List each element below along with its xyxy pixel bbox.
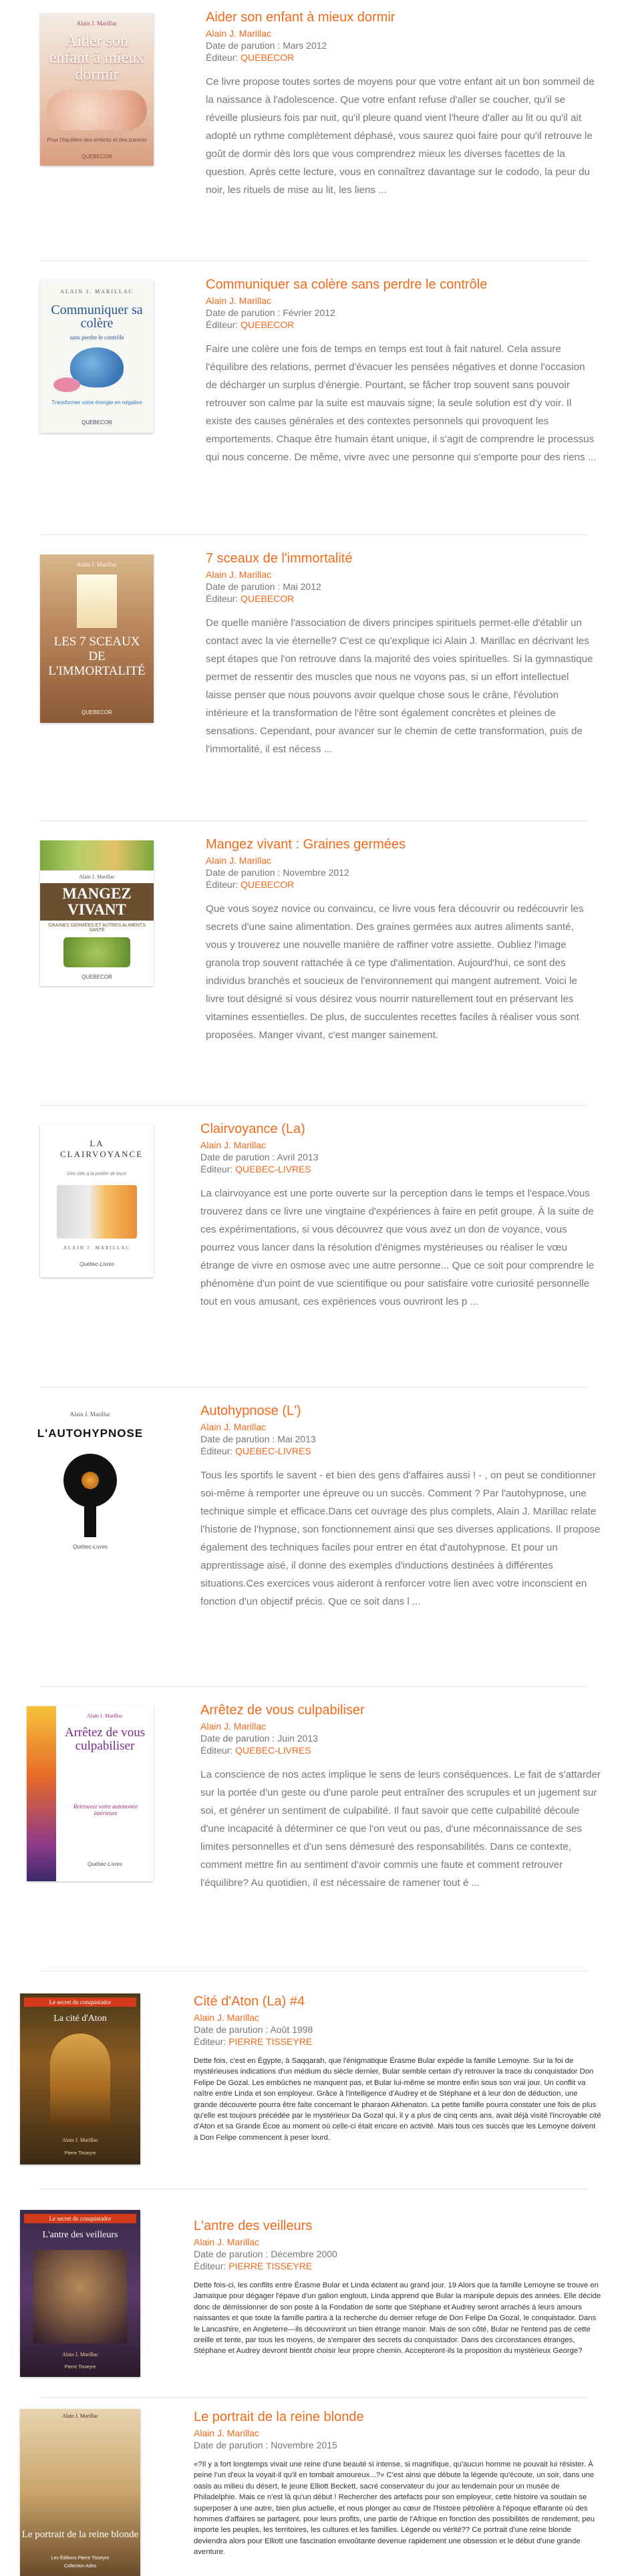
book-entry [0, 1394, 624, 1661]
book-cover[interactable] [40, 281, 154, 433]
cover-author: Alain J. Marillac [76, 561, 118, 568]
cover-title: LES 7 SCEAUX DE L'IMMORTALITÉ [48, 635, 146, 678]
publisher-link[interactable]: QUEBEC-LIVRES [235, 1446, 311, 1456]
book-title[interactable]: Aider son enfant à mieux dormir [206, 10, 396, 25]
cover-author: Alain J. Marillac [62, 2137, 98, 2143]
book-cover[interactable] [20, 1993, 140, 2164]
publisher-link[interactable]: PIERRE TISSEYRE [228, 2261, 313, 2271]
publisher: Éditeur: QUEBEC-LIVRES [200, 1745, 311, 1756]
face-illustration [57, 1185, 137, 1239]
book-author[interactable]: Alain J. Marillac [206, 569, 272, 580]
book-cover[interactable] [40, 13, 154, 166]
book-cover[interactable] [40, 840, 154, 986]
book-author[interactable]: Alain J. Marillac [194, 2012, 260, 2023]
book-cover[interactable] [27, 1407, 154, 1567]
book-author[interactable]: Alain J. Marillac [206, 855, 272, 866]
publication-date: Date de parution : Avril 2013 [200, 1152, 319, 1162]
publisher: Éditeur: QUEBECOR [206, 52, 295, 63]
cover-tagline: Transformer votre énergie en négative [51, 399, 142, 406]
book-description: De quelle manière l'association de divers principes spirituels permet-elle d'établir un contact avec la vie éternelle? C'est ce qu'explique ici Alain J. Marillac en décrivant les sept étapes que l'on retrouve dans la majorité des voies spirituelles. Si la gymnastique permet de ressentir des muscles que nous ne voyons pas, si un effort intellectuel laisse penser que nous pouvons avoir quelque chose sous le crâne, l'évolution intérieure et la transformation de l'être sont également concrètes et pleines de sensations. Cependant, pour avancer sur le chemin de cette transformation, puis de l'immortalité, il est nécess ... [206, 617, 593, 755]
publisher: Éditeur: QUEBECOR [206, 593, 295, 604]
cover-publisher: Pierre Tisseyre [64, 2151, 96, 2156]
book-description: La clairvoyance est une porte ouverte sur la perception dans le temps et l'espace.Vous trouverez dans ce livre une vingtaine d'expériences à faire en petit groupe. À la suite de ces expérimentations, si vous découvrez que vous avez un don de voyance, vous pourrez vous lancer dans la résolution d'énigmes mystérieuses ou réaliser le vœu étrange de vivre en osmose avec une autre personne... Que ce soit pour comprendre le phénomène d'un point de vue scientifique ou pour satisfaire votre curiosité personnelle tout en vous amusant, ces expériences vous ouvriront les p ... [200, 1188, 595, 1307]
book-title[interactable]: Mangez vivant : Graines germées [206, 837, 406, 852]
cover-author: ALAIN J. MARILLAC [60, 289, 134, 295]
cover-subtitle: sans perdre le contrôle [69, 334, 124, 341]
publisher: Éditeur: QUEBECOR [206, 879, 295, 890]
book-description: La conscience de nos actes implique le sens de leurs conséquences. Le fait de s'attarder sur la portée d'un geste ou d'une parole peut entraîner des scrupules et un jugement sur soi, et générer un sentiment de culpabilité. Il faut savoir que cette culpabilité découle d'une incapacité à déterminer ce que l'on veut ou pas, d'une méconnaissance de ses limites personnelles et d'un sens démesuré des responsabilités. Dans ce contexte, comment mettre fin au sentiment d'avoir commis une faute et comment retrouver l'équilibre? Au quotidien, il est nécessaire de ramener tout é ... [200, 1769, 601, 1889]
book-title[interactable]: Clairvoyance (La) [200, 1122, 305, 1136]
cover-author: Alain J. Marillac [69, 1411, 111, 1418]
book-title[interactable]: L'antre des veilleurs [194, 2219, 313, 2233]
book-title[interactable]: Communiquer sa colère sans perdre le contrôle [206, 277, 488, 292]
book-description: Que vous soyez novice ou convaincu, ce livre vous fera découvrir ou redécouvrir les secrets d'une saine alimentation. Des graines germées aux autres aliments santé, vous y trouverez une nouvelle manière de raffiner votre assiette. Oubliez l'image granola trop souvent rattachée à ce type d'alimentation. Aujourd'hui, ce sont des individus branchés et soucieux de l'environnement qui mangent autrement. Voici le livre tout désigné si vous désirez vous nourrir naturellement tout en préservant les vitamines essentielles. De plus, de succulentes recettes faciles à réaliser vous sont proposées. Manger vivant, c'est manger sainement. [206, 903, 584, 1041]
cover-title: Communiquer sa colère [51, 303, 143, 331]
book-entry [0, 1693, 624, 1960]
divider [40, 1105, 588, 1106]
cover-author: Alain J. Marillac [76, 20, 118, 27]
cover-subtitle: Pour l'équilibre des enfants et des parents [47, 137, 147, 143]
divider [40, 1387, 588, 1388]
cover-title: Aider son enfant à mieux dormir [49, 33, 145, 84]
cover-series: Le secret du conquistador [24, 2214, 136, 2223]
book-author[interactable]: Alain J. Marillac [194, 2428, 260, 2438]
publication-date: Date de parution : Juin 2013 [200, 1733, 318, 1744]
publisher-link[interactable]: QUEBECOR [241, 593, 295, 604]
book-author[interactable]: Alain J. Marillac [200, 1422, 267, 1432]
book-entry [0, 827, 624, 1094]
publication-date: Date de parution : Mai 2013 [200, 1434, 316, 1444]
cover-title: Arrêtez de vous culpabiliser [64, 1726, 146, 1753]
sprouts-photo [40, 840, 154, 870]
cover-publisher: QUEBECOR [82, 154, 112, 160]
book-description: Faire une colère une fois de temps en temps est tout à fait naturel. Cela assure l'équilibre des relations, permet d'évacuer les pensées négatives et donne l'occasion de décharger un surplus d'énergie. Pourtant, se fâcher trop souvent sans pouvoir retrouver son calme par la suite est mauvais signe; la seule solution est d'y voir. Il existe des causes générales et des contextes personnels qui provoquent les emportements. Chaque être humain étant unique, il s'agit de comprendre le processus qui nous concerne. De même, vivre avec une personne qui s'emporte pour des riens ... [206, 343, 597, 463]
publisher: Éditeur: PIERRE TISSEYRE [194, 2036, 313, 2047]
publisher: Éditeur: PIERRE TISSEYRE [194, 2261, 313, 2271]
book-cover[interactable] [20, 2210, 140, 2377]
cover-title: L'AUTOHYPNOSE [37, 1427, 144, 1440]
publication-date: Date de parution : Novembre 2015 [194, 2440, 337, 2450]
publication-date: Date de parution : Novembre 2012 [206, 867, 349, 878]
publisher: Éditeur: QUEBEC-LIVRES [200, 1446, 311, 1456]
book-entry [0, 2195, 624, 2396]
egyptian-statue-image [50, 2034, 110, 2127]
book-description: Ce livre propose toutes sortes de moyens pour que votre enfant ait un bon sommeil de la naissance à l'adolescence. Que votre enfant refuse d'aller se coucher, qu'il se réveille plusieurs fois par nuit, qu'il pleure quand vient l'heure d'aller au lit ou qu'il ait adopté un rythme complètement déphasé, vous saurez quoi faire pour qu'il retrouve le goût de dormir dès lors que vous comprendrez mieux les diverses facettes de la question. Après cette lecture, vous en connaîtrez davantage sur le cododo, la peur du noir, les rituels de mise au lit, les liens ... [206, 76, 595, 196]
book-entry [0, 267, 624, 521]
cover-publisher: Pierre Tisseyre [64, 2365, 96, 2370]
publication-date: Date de parution : Mars 2012 [206, 40, 327, 51]
cover-publisher: QUEBECOR [82, 709, 112, 715]
cover-publisher: Québec-Livres [72, 1544, 108, 1550]
book-entry [0, 2404, 624, 2569]
stone-chamber-image [33, 2250, 127, 2344]
cover-author: ALAIN J. MARILLAC [63, 1245, 131, 1251]
keyhole-eye-pupil [82, 1472, 99, 1489]
book-entry [0, 541, 624, 808]
keyhole-slot [84, 1504, 96, 1537]
publisher-link[interactable]: QUEBECOR [241, 52, 295, 63]
book-title[interactable]: Cité d'Aton (La) #4 [194, 1994, 305, 2009]
book-author[interactable]: Alain J. Marillac [206, 295, 272, 306]
publisher-link[interactable]: QUEBEC-LIVRES [235, 1164, 311, 1174]
publisher: Éditeur: QUEBECOR [206, 319, 295, 330]
divider [40, 534, 588, 535]
cover-publisher: QUEBECOR [82, 974, 112, 980]
cover-author: Alain J. Marillac [62, 2413, 98, 2419]
flower-illustration [53, 377, 80, 392]
cover-tagline: Les Éditions Pierre Tisseyre [51, 2556, 110, 2561]
cover-title: La cité d'Aton [53, 2014, 107, 2024]
publication-date: Date de parution : Février 2012 [206, 307, 335, 318]
publisher: Éditeur: QUEBEC-LIVRES [200, 1164, 311, 1174]
book-title[interactable]: Arrêtez de vous culpabiliser [200, 1703, 365, 1718]
book-author[interactable]: Alain J. Marillac [200, 1721, 267, 1732]
publisher-link[interactable]: QUEBECOR [241, 879, 295, 890]
cover-subtitle: GRAINES GERMÉES ET AUTRES ALIMENTS SANTÉ [48, 923, 146, 933]
book-cover[interactable] [20, 2409, 140, 2576]
book-author[interactable]: Alain J. Marillac [200, 1140, 267, 1150]
publication-date: Date de parution : Août 1998 [194, 2024, 313, 2035]
cover-author: Alain J. Marillac [79, 874, 115, 880]
cover-publisher: Québec-Livres [79, 1261, 115, 1267]
cover-title: L'antre des veilleurs [42, 2230, 118, 2240]
cover-title: LA CLAIRVOYANCE [60, 1138, 144, 1159]
book-description: Dette fois-ci, les conflits entre Érasme Bular et Linda éclatent au grand jour. 19 Alors que la famille Lemoyne se trouve en Jamaïque pour dégager l'épave d'un galion englouti, Linda apprend que Bular la manipule depuis des années. Elle décide donc de démissionner de son poste à la Fondation de sorte que Stéphane et Audrey seront arrachés à leurs amours naissantes et que toute la famille partira à la recherche du dernier refuge de Don Felipe Da Gozal, le conquistador. Dans le Lancashire, en Angleterre—ils découvriront un bien étrange manoir. Mais de son côté, Bular ne l'entend pas de cette oreille et tente, par tous les moyens, de s'emparer des secrets du conquistador. Dans des circonstances étranges, Stéphane et Audrey devront bientôt choisir leur propre chemin. Accepteront-ils la proposition du mystérieux George? [194, 2281, 601, 2356]
cover-subtitle: Des clés à la portée de tous! [67, 1172, 127, 1176]
light-doorway-image [77, 575, 117, 628]
book-title[interactable]: 7 sceaux de l'immortalité [206, 551, 353, 566]
cover-title: MANGEZ VIVANT [40, 883, 154, 921]
book-cover[interactable] [40, 554, 154, 723]
divider [40, 1686, 588, 1687]
publication-date: Date de parution : Décembre 2000 [194, 2249, 337, 2259]
cover-author: Alain J. Marillac [87, 1713, 123, 1719]
cover-publisher: Québec-Livres [87, 1861, 123, 1867]
book-description: Tous les sportifs le savent - et bien des gens d'affaires aussi ! - , on peut se conditionner soi-même à remporter une épreuve ou un succès. Comment ? Par l'autohypnose, une technique simple et efficace.Dans cet ouvrage des plus complets, Alain J. Marillac relate l'historie de l'hypnose, son fonctionnement ainsi que ses diverses applications. Il propose également des techniques faciles pour entrer en état d'autohypnose. Et pour un apprentissage aisé, il donne des exemples d'inductions destinées à différentes situations.Ces exercices vous aideront à renforcer votre lien avec votre inconscient en fonction d'un objectif précis. Que ce soit dans l ... [200, 1470, 601, 1607]
cover-subtitle: Retrouvez votre autonomie intérieure [73, 1803, 138, 1816]
publisher-link[interactable]: QUEBEC-LIVRES [235, 1745, 311, 1756]
book-cover[interactable] [27, 1706, 154, 1881]
cover-publisher: Collection Ados [63, 2564, 97, 2569]
publisher-link[interactable]: QUEBECOR [241, 319, 295, 330]
plant-photo [63, 937, 130, 967]
book-title[interactable]: Autohypnose (L') [200, 1404, 301, 1418]
book-description: Dette fois, c'est en Égypte, à Saqqarah, que l'énigmatique Érasme Bular expédie la famille Lemoyne. Sur la foi de mystérieuses indications d'un médium du siècle dernier, Bular semble certain d'y retrouver la trace du conquistador Don Felipe De Gozal. Les embûches ne manquent pas, et Bular lui-même se montre enfin sous son vrai jour. Un conflit va naître entre Linda et son employeur. Grâce à l'intelligence d'Audrey et de Stéphane et à leur don de déduction, une grande découverte pourra être faite concernant le pharaon Akhenaton. La petite famille pourra constater une fois de plus qu'elle est toujours précédée par le mystérieux Da Gozal qui, il y a plus de cinq cents ans, avait déjà visité l'incroyable cité d'Aton et sa Grande Écoe au moment où celle-ci était encore en activité. Mais tous ces succès que les Lemoyne doivent à Don Felipe commencent à peser lourd. [194, 2057, 601, 2142]
publication-date: Date de parution : Mai 2012 [206, 581, 321, 592]
cover-series: Le secret du conquistador [24, 1997, 136, 2007]
publisher-link[interactable]: PIERRE TISSEYRE [228, 2036, 313, 2047]
cover-title: Le portrait de la reine blonde [21, 2529, 139, 2540]
cover-author: Alain J. Marillac [62, 2352, 98, 2358]
sleeping-baby-image [47, 90, 147, 130]
divider [40, 820, 588, 821]
book-author[interactable]: Alain J. Marillac [206, 28, 272, 39]
book-cover[interactable] [40, 1125, 154, 1277]
cover-side-stripe [27, 1706, 56, 1881]
book-entry [0, 1977, 624, 2185]
book-author[interactable]: Alain J. Marillac [194, 2237, 260, 2247]
book-entry [0, 1112, 624, 1379]
book-description: «?Il y a fort longtemps vivait une reine d'une beauté si intense, si magnifique, qu'aucun homme ne pouvait lui résister. À peine l'un d'eux la voyait-il qu'il en tombait amoureux...?» C'est ainsi que débute la légende qu'écoute, un soir, dans une oasis au milieu du désert, le jeune Elliott Beckett, sacré conservateur du jour au lendemain pour un musée de Philadelphie. Mais ce n'est là qu'un début ! Rechercher des artefacts pour son employeur, cette histoire va soudain se superposer à une autre, bien plus actuelle, et nous plonger au cœur de l'histoire pétrolière à l'époque effarante où des hommes d'affaires se partagent, pour leurs profits, une partie de l'Afrique en fonction des possibilités de rendement, peu importe les peuples, les territoires, les cultures et les familles. Légende ou vérité?? Ce portrait d'une reine blonde deviendra alors pour Elliott une fascination envoûtante devenue rapidement une obsession et le début d'une grande aventure. [194, 2460, 595, 2557]
divider [40, 2397, 588, 2398]
book-entry [0, 0, 624, 254]
book-title[interactable]: Le portrait de la reine blonde [194, 2410, 364, 2424]
cover-publisher: QUEBECOR [82, 420, 112, 426]
